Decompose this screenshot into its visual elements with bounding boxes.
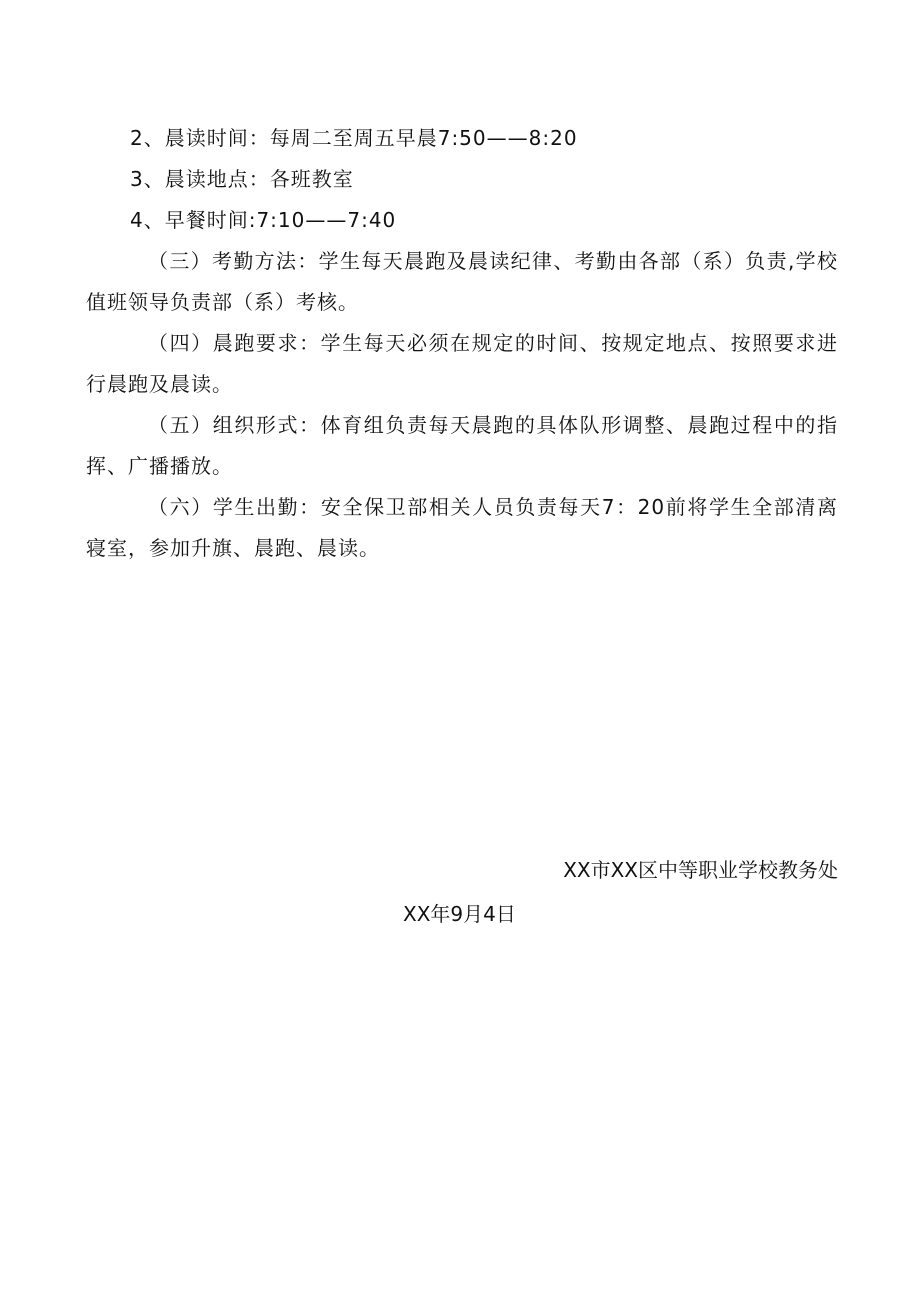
item-morning-reading-time: 2、晨读时间：每周二至周五早晨7:50——8:20 <box>130 126 578 150</box>
signature-date: XX年9月4日 <box>403 902 516 926</box>
signature-organization: XX市XX区中等职业学校教务处 <box>563 858 838 882</box>
section-attendance-method: （三）考勤方法：学生每天晨跑及晨读纪律、考勤由各部（系）负责,学校值班领导负责部（系）考核。 <box>86 249 838 314</box>
item-breakfast-time: 4、早餐时间:7:10——7:40 <box>130 208 397 232</box>
section-organization-form: （五）组织形式：体育组负责每天晨跑的具体队形调整、晨跑过程中的指挥、广播播放。 <box>86 413 838 478</box>
section-student-attendance: （六）学生出勤：安全保卫部相关人员负责每天7：20前将学生全部清离寝室，参加升旗、晨跑、晨读。 <box>86 495 838 560</box>
item-morning-reading-location: 3、晨读地点：各班教室 <box>130 167 354 191</box>
section-morning-run-requirements: （四）晨跑要求：学生每天必须在规定的时间、按规定地点、按照要求进行晨跑及晨读。 <box>86 331 838 396</box>
